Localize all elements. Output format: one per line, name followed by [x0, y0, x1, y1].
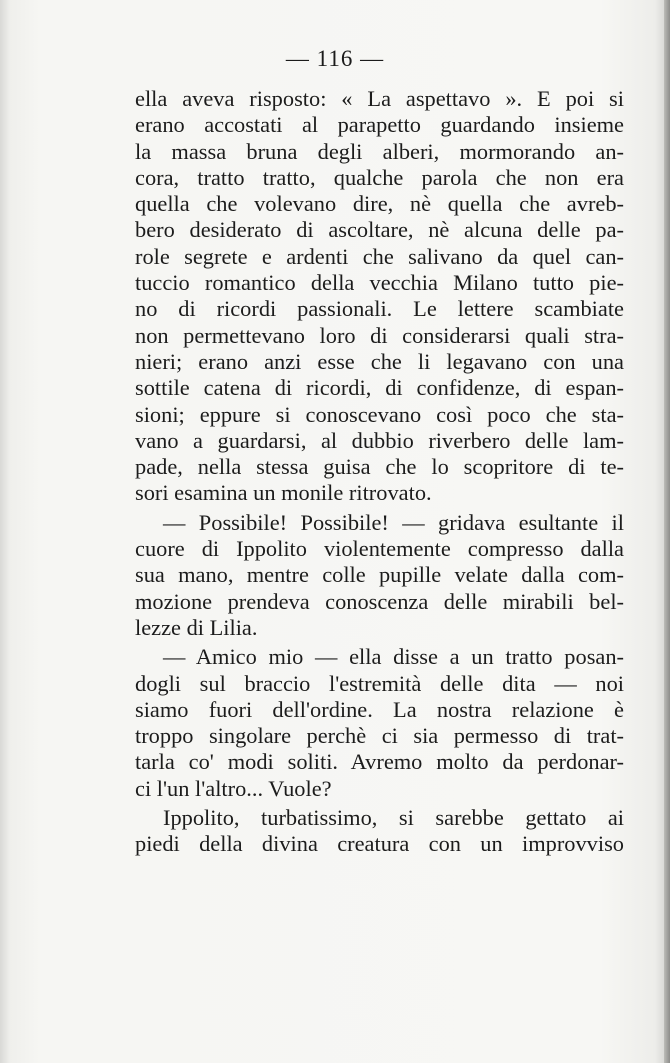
text-line: bero desiderato di ascoltare, nè alcuna delle pa-	[135, 217, 624, 243]
text-line: — Amico mio — ella disse a un tratto posan-	[163, 644, 624, 670]
text-line: cuore di Ippolito violentemente compresso dalla	[135, 536, 624, 562]
body-text	[135, 86, 624, 858]
text-line: dogli sul braccio l'estremità delle dita — noi	[135, 670, 624, 696]
text-line: Ippolito, turbatissimo, si sarebbe gettato ai	[163, 805, 624, 831]
text-line: nieri; erano anzi esse che li legavano con una	[135, 348, 624, 374]
text-line: lezze di Lilia.	[135, 614, 258, 640]
text-line: mozione prendeva conoscenza delle mirabili bel-	[135, 588, 624, 614]
text-line: sua mano, mentre colle pupille velate dalla com-	[135, 562, 624, 588]
text-line: ci l'un l'altro... Vuole?	[135, 775, 332, 801]
text-line: quella che volevano dire, nè quella che avreb-	[135, 191, 624, 217]
text-line: vano a guardarsi, al dubbio riverbero delle lam-	[135, 427, 624, 453]
text-line: tuccio romantico della vecchia Milano tutto pie-	[135, 270, 624, 296]
text-line: sori esamina un monile ritrovato.	[135, 480, 432, 506]
text-line: ella aveva risposto: « La aspettavo ». E poi si	[135, 86, 624, 111]
text-line: erano accostati al parapetto guardando insieme	[135, 112, 624, 138]
text-line: tarla co' modi soliti. Avremo molto da perdonar-	[135, 749, 624, 775]
text-line: no di ricordi passionali. Le lettere scambiate	[135, 296, 624, 322]
text-line: sioni; eppure si conoscevano così poco che sta-	[135, 401, 624, 427]
text-line: troppo singolare perchè ci sia permesso di trat-	[135, 723, 624, 749]
text-line: role segrete e ardenti che salivano da quel can-	[135, 243, 624, 269]
text-line: pade, nella stessa guisa che lo scopritore di te-	[135, 454, 624, 480]
text-line: cora, tratto tratto, qualche parola che non era	[135, 164, 624, 190]
page-number: — 116 —	[285, 46, 385, 71]
text-line: la massa bruna degli alberi, mormorando an-	[135, 138, 624, 164]
text-line: piedi della divina creatura con un improvviso	[135, 831, 624, 857]
text-line: — Possibile! Possibile! — gridava esultante il	[163, 509, 624, 535]
text-line: siamo fuori dell'ordine. La nostra relazione è	[135, 696, 624, 722]
text-line: sottile catena di ricordi, di confidenze, di espan-	[135, 375, 624, 401]
page-edge-shadow	[664, 0, 670, 1063]
text-line: non permettevano loro di considerarsi quali stra-	[135, 322, 624, 348]
